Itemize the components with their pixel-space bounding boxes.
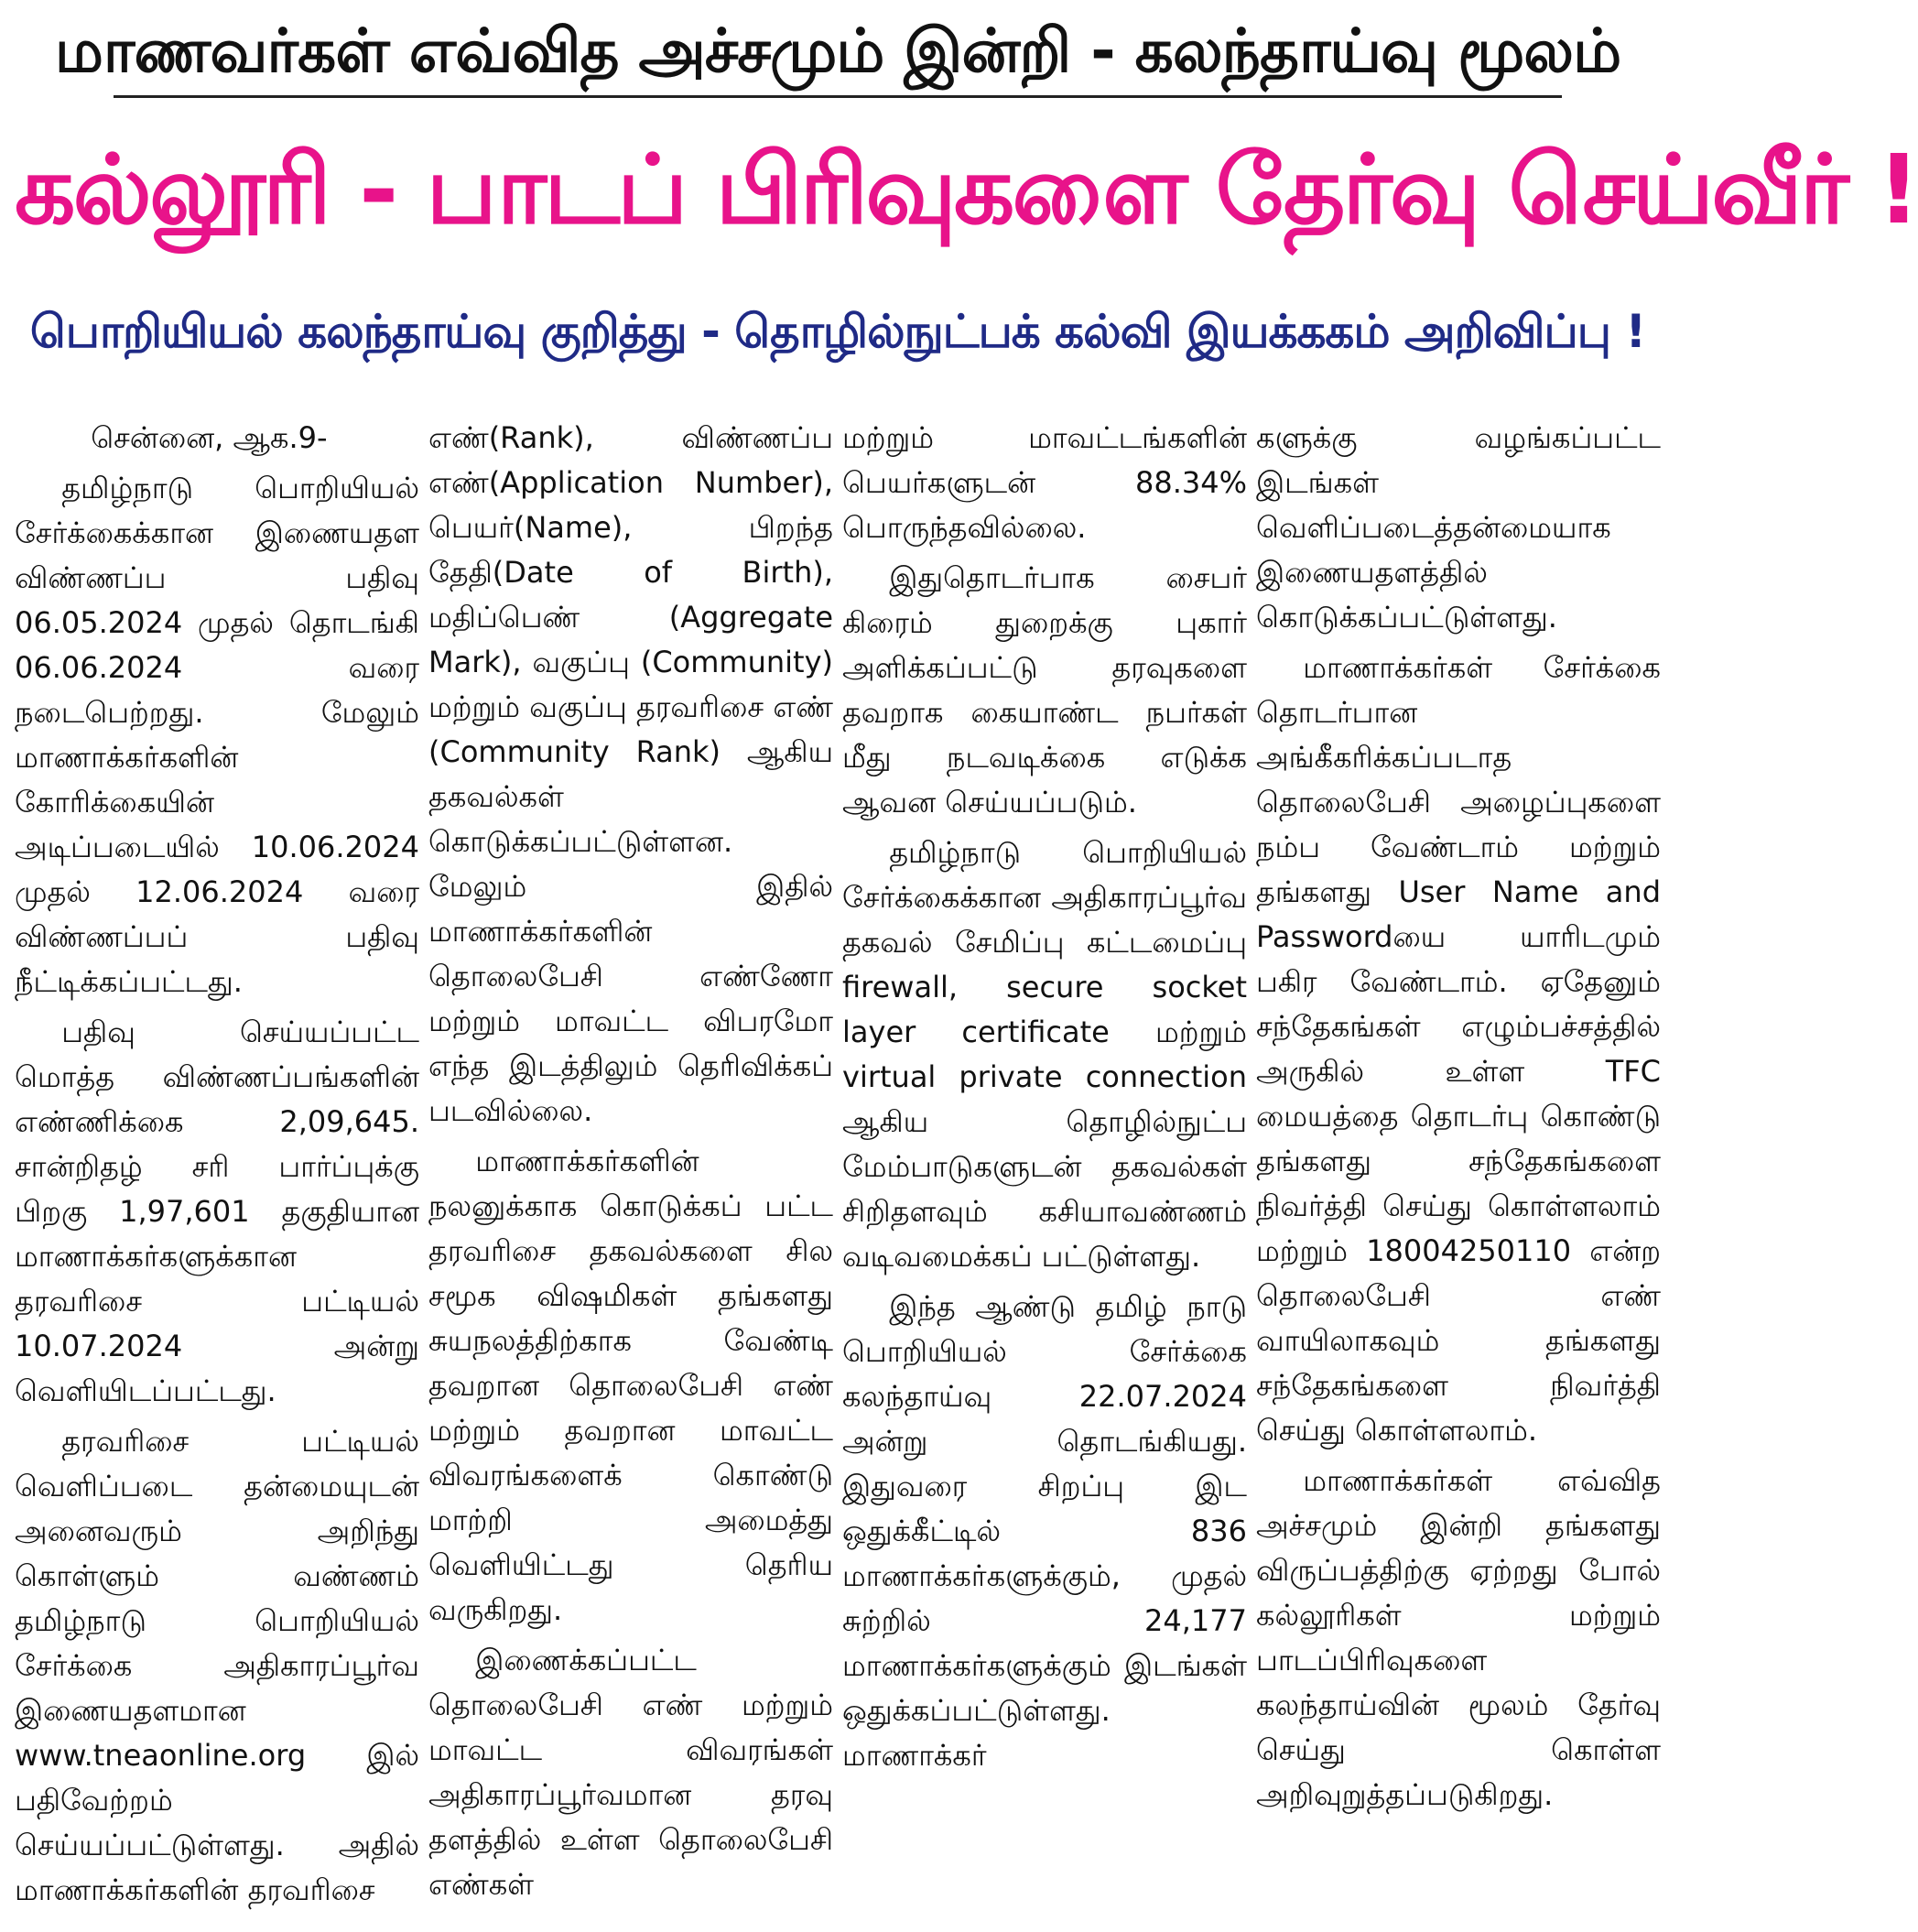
article-paragraph: மற்றும் மாவட்டங்களின் பெயர்களுடன் 88.34% பொருந்தவில்லை. [842,420,1247,545]
article-paragraph: மாணாக்கர்கள் எவ்வித அச்சமும் இன்றி தங்களது விருப்பத்திற்கு ஏற்றது போல் கல்லூரிகள் மற்றும் பாடப்பிரிவுகளை கலந்தாய்வின் மூலம் தேர்வு செய்து கொள்ள அறிவுறுத்தப்படுகிறது. [1256,1463,1661,1812]
article-paragraph: களுக்கு வழங்கப்பட்ட இடங்கள் வெளிப்படைத்தன்மையாக இணையதளத்தில் கொடுக்கப்பட்டுள்ளது. [1256,420,1661,635]
article-paragraph: மாணாக்கர்களின் நலனுக்காக கொடுக்கப் பட்ட தரவரிசை தகவல்களை சில சமூக விஷமிகள் தங்களது சுயநலத்திற்காக வேண்டி தவறான தொலைபேசி எண் மற்றும் தவறான மாவட்ட விவரங்களைக் கொண்டு மாற்றி அமைத்து வெளியிட்டது தெரிய வருகிறது. [428,1144,833,1627]
article-paragraph: இதுதொடர்பாக சைபர் கிரைம் துறைக்கு புகார் அளிக்கப்பட்டு தரவுகளை தவறாக கையாண்ட நபர்கள் மீது நடவடிக்கை எடுக்க ஆவன செய்யப்படும். [842,560,1247,819]
article-column-3 [842,416,1247,1917]
article-paragraph: பதிவு செய்யப்பட்ட மொத்த விண்ணப்பங்களின் எண்ணிக்கை 2,09,645. சான்றிதழ் சரி பார்ப்புக்கு பிறகு 1,97,601 தகுதியான மாணாக்கர்களுக்கான தரவரிசை பட்டியல் 10.07.2024 அன்று வெளியிடப்பட்டது. [15,1015,419,1408]
article-paragraph: தமிழ்நாடு பொறியியல் சேர்க்கைக்கான அதிகாரப்பூர்வ தகவல் சேமிப்பு கட்டமைப்பு firewall, secure socket layer certificate மற்றும் virtual private connection ஆகிய தொழில்நுட்ப மேம்பாடுகளுடன் தகவல்கள் சிறிதளவும் கசியாவண்ணம் வடிவமைக்கப் பட்டுள்ளது. [842,835,1247,1274]
main-headline: கல்லூரி - பாடப் பிரிவுகளை தேர்வு செய்வீர் ! [15,134,1918,245]
kicker-headline: மாணவர்கள் எவ்வித அச்சமும் இன்றி - கலந்தாய்வு மூலம் [54,16,1621,86]
article-paragraph: தமிழ்நாடு பொறியியல் சேர்க்கைக்கான இணையதள விண்ணப்ப பதிவு 06.05.2024 முதல் தொடங்கி 06.06.2024 வரை நடைபெற்றது. மேலும் மாணாக்கர்களின் கோரிக்கையின் அடிப்படையில் 10.06.2024 முதல் 12.06.2024 வரை விண்ணப்பப் பதிவு நீட்டிக்கப்பட்டது. [15,471,419,999]
article-paragraph: இணைக்கப்பட்ட தொலைபேசி எண் மற்றும் மாவட்ட விவரங்கள் அதிகாரப்பூர்வமான தரவு தளத்தில் உள்ள தொலைபேசி எண்கள் [428,1643,833,1902]
subheadline: பொறியியல் கலந்தாய்வு குறித்து - தொழில்நுட்பக் கல்வி இயக்ககம் அறிவிப்பு ! [29,305,1646,358]
article-column-1 [15,416,419,1917]
article-paragraph: மாணாக்கர்கள் சேர்க்கை தொடர்பான அங்கீகரிக்கப்படாத தொலைபேசி அழைப்புகளை நம்ப வேண்டாம் மற்றும் தங்களது User Name and Passwordயை யாரிடமும் பகிர வேண்டாம். ஏதேனும் சந்தேகங்கள் எழும்பச்சத்தில் அருகில் உள்ள TFC மையத்தை தொடர்பு கொண்டு தங்களது சந்தேகங்களை நிவர்த்தி செய்து கொள்ளலாம் மற்றும் 18004250110 என்ற தொலைபேசி எண் வாயிலாகவும் தங்களது சந்தேகங்களை நிவர்த்தி செய்து கொள்ளலாம். [1256,650,1661,1448]
article-body [15,416,1661,1917]
dateline: சென்னை, ஆக.9- [91,420,328,455]
article-paragraph: இந்த ஆண்டு தமிழ் நாடு பொறியியல் சேர்க்கை கலந்தாய்வு 22.07.2024 அன்று தொடங்கியது. இதுவரை சிறப்பு இட ஒதுக்கீட்டில் 836 மாணாக்கர்களுக்கும், முதல் சுற்றில் 24,177 மாணாக்கர்களுக்கும் இடங்கள் ஒதுக்கப்பட்டுள்ளது. மாணாக்கர் [842,1289,1247,1773]
article-column-4 [1256,416,1661,1917]
article-paragraph: எண்(Rank), விண்ணப்ப எண்(Application Number), பெயர்(Name), பிறந்த தேதி(Date of Birth), மதிப்பெண் (Aggregate Mark), வகுப்பு (Community) மற்றும் வகுப்பு தரவரிசை எண் (Community Rank) ஆகிய தகவல்கள் கொடுக்கப்பட்டுள்ளன. மேலும் இதில் மாணாக்கர்களின் தொலைபேசி எண்ணோ மற்றும் மாவட்ட விபரமோ எந்த இடத்திலும் தெரிவிக்கப் படவில்லை. [428,420,833,1128]
article-column-2 [428,416,833,1917]
article-paragraph: தரவரிசை பட்டியல் வெளிப்படை தன்மையுடன் அனைவரும் அறிந்து கொள்ளும் வண்ணம் தமிழ்நாடு பொறியியல் சேர்க்கை அதிகாரப்பூர்வ இணையதளமான www.tneaonline.org இல் பதிவேற்றம் செய்யப்பட்டுள்ளது. அதில் மாணாக்கர்களின் தரவரிசை [15,1424,419,1907]
